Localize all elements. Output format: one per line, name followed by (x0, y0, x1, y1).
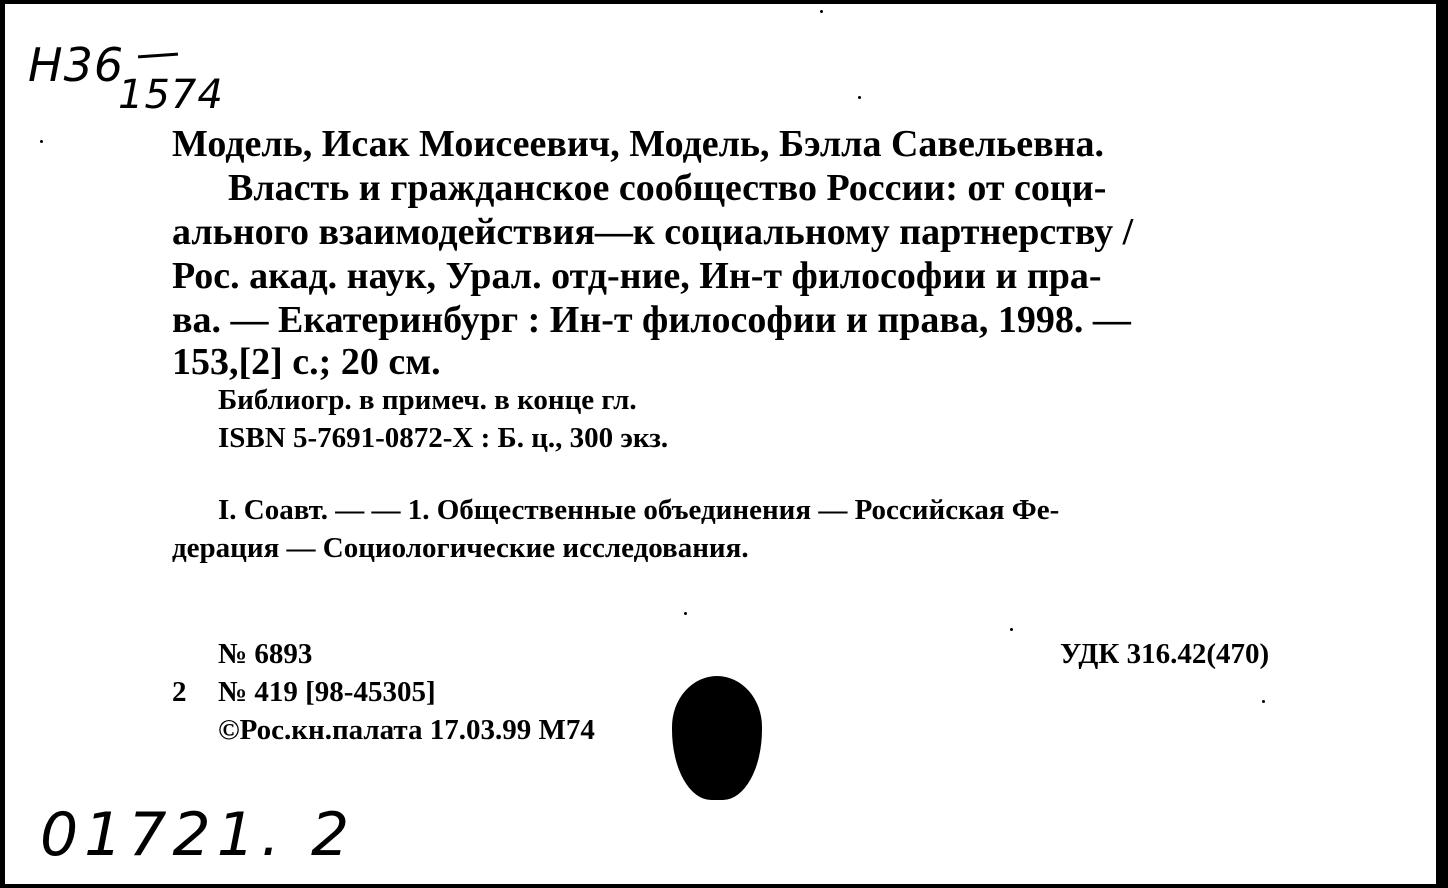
scan-speck (858, 96, 861, 99)
handwritten-code-dash (138, 53, 178, 59)
handwritten-code-sub: 1574 (118, 72, 224, 118)
card-edge-top (0, 0, 1448, 4)
scan-speck (820, 10, 823, 13)
card-edge-left (0, 0, 5, 888)
udk-code: УДК 316.42(470) (1060, 638, 1270, 670)
card-edge-bottom (0, 884, 1448, 888)
record-number: № 6893 (218, 638, 313, 670)
book-chamber-line: ©Рос.кн.палата 17.03.99 М74 (218, 714, 595, 746)
scan-speck (40, 140, 43, 143)
title-line-5: 153,[2] с.; 20 см. (172, 341, 441, 383)
handwritten-code-main: Н36 (28, 38, 125, 92)
copies-count: 2 (172, 676, 187, 708)
registration-line: № 419 [98-45305] (218, 676, 436, 708)
scan-speck (684, 612, 687, 615)
author-line: Модель, Исак Моисеевич, Модель, Бэлла Савельевна. (172, 123, 1105, 165)
ink-blot (672, 676, 762, 800)
isbn-line: ISBN 5-7691-0872-X : Б. ц., 300 экз. (218, 422, 669, 454)
title-line-3: Рос. акад. наук, Урал. отд-ние, Ин-т философии и пра- (172, 255, 1102, 297)
subject-line-1: I. Соавт. — — 1. Общественные объединения — Российская Фе- (218, 494, 1060, 526)
subject-line-2: дерация — Социологические исследования. (172, 532, 749, 564)
scan-speck (1010, 628, 1013, 631)
handwritten-inventory-number: 01721. 2 (40, 800, 356, 870)
title-line-4: ва. — Екатеринбург : Ин-т философии и права, 1998. — (172, 299, 1131, 341)
bibliography-note: Библиогр. в примеч. в конце гл. (218, 384, 637, 416)
title-line-1: Власть и гражданское сообщество России: от соци- (228, 167, 1107, 209)
title-line-2: ального взаимодействия—к социальному партнерству / (172, 211, 1134, 253)
card-edge-right (1436, 0, 1448, 888)
scan-speck (1262, 700, 1265, 703)
